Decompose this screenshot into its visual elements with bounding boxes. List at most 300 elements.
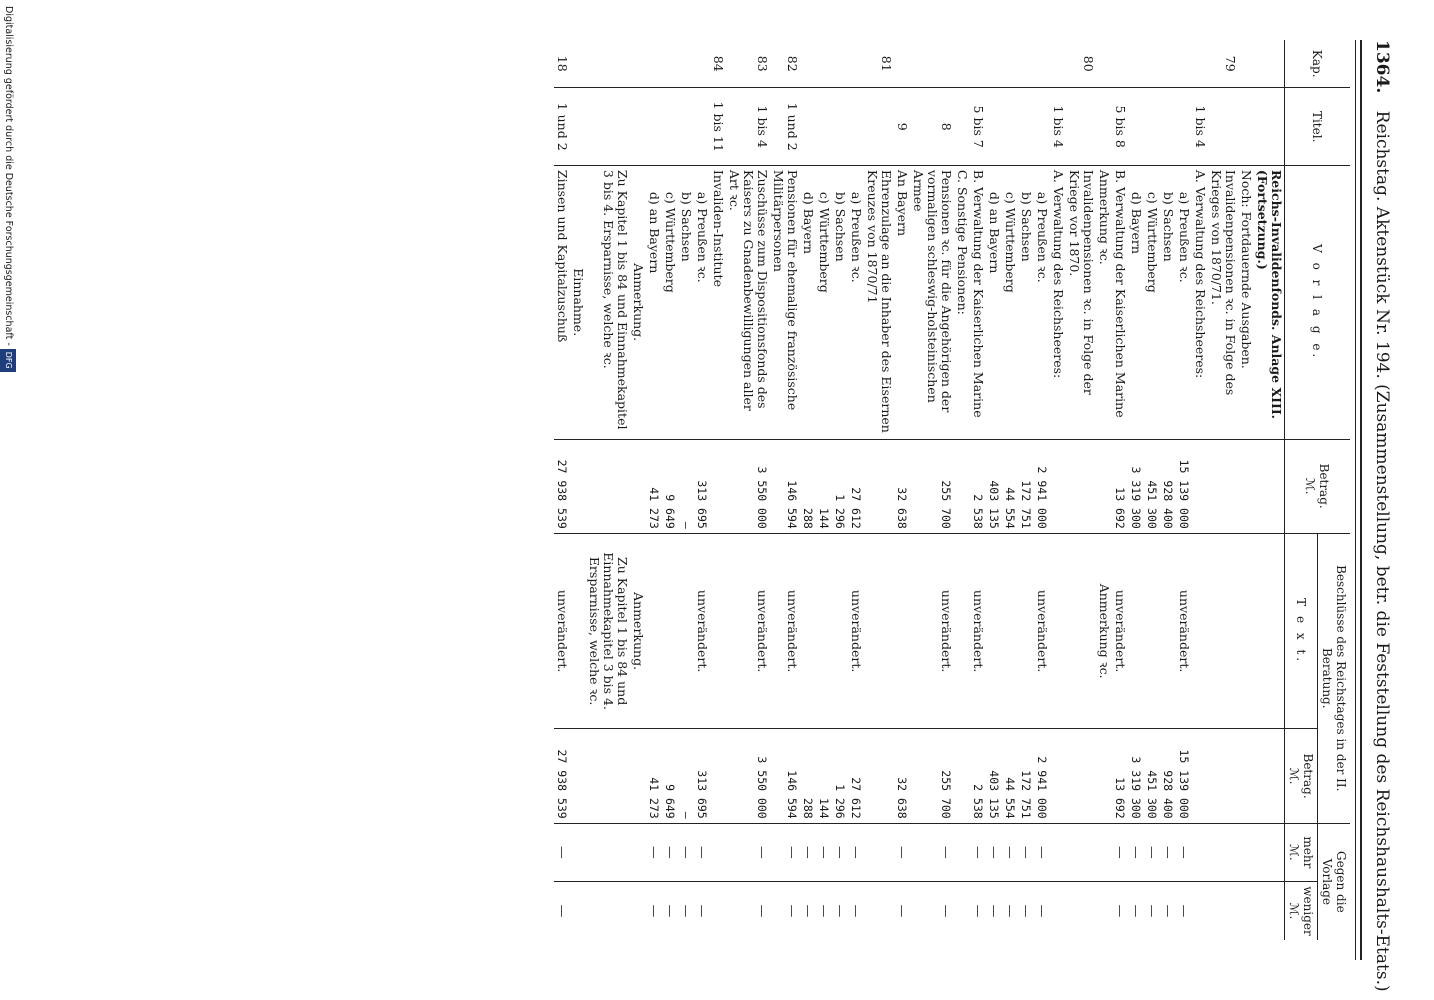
row-weniger <box>1050 881 1066 940</box>
row-kap <box>630 40 646 88</box>
row-betrag2 <box>1050 729 1066 823</box>
row-betrag: 2 538 <box>970 439 986 533</box>
row-betrag2 <box>954 729 970 823</box>
row-mehr <box>1208 823 1238 881</box>
row-titel <box>954 88 970 165</box>
table-row <box>1096 40 1112 940</box>
row-betrag: 172 751 <box>1018 439 1034 533</box>
row-titel <box>678 88 694 165</box>
mark-label: ℳ. <box>1303 477 1318 495</box>
row-mehr <box>864 823 894 881</box>
row-beschluss <box>894 533 910 729</box>
row-kap <box>1018 40 1034 88</box>
col-betrag2 <box>1285 729 1318 823</box>
row-betrag: 451 300 <box>1144 439 1160 533</box>
row-betrag: 44 554 <box>1002 439 1018 533</box>
row-kap <box>678 40 694 88</box>
row-beschluss <box>864 533 894 729</box>
col-text: T e x t. <box>1285 533 1318 729</box>
row-beschluss <box>1238 533 1254 729</box>
row-betrag <box>1192 439 1208 533</box>
row-kap <box>986 40 1002 88</box>
row-mehr: — <box>894 823 910 881</box>
row-betrag <box>630 439 646 533</box>
row-weniger: — <box>726 881 770 940</box>
row-mehr: — <box>662 823 678 881</box>
row-beschluss <box>678 533 694 729</box>
table-row <box>1018 40 1034 940</box>
row-beschluss <box>1160 533 1176 729</box>
table-row <box>678 40 694 940</box>
row-weniger <box>954 881 970 940</box>
row-weniger <box>630 881 646 940</box>
row-mehr <box>710 823 726 881</box>
budget-table <box>554 40 1350 940</box>
row-betrag: 1 296 <box>832 439 848 533</box>
row-betrag: 27 612 <box>848 439 864 533</box>
row-weniger: — <box>910 881 954 940</box>
row-mehr: — <box>816 823 832 881</box>
row-text: b) Sachsen <box>1018 165 1034 439</box>
table-header-row <box>1318 40 1351 940</box>
row-text: Anmerkung. <box>630 165 646 439</box>
row-weniger: — <box>832 881 848 940</box>
row-titel <box>986 88 1002 165</box>
row-mehr: — <box>1160 823 1176 881</box>
row-weniger: — <box>1018 881 1034 940</box>
table-row <box>646 40 662 940</box>
row-weniger <box>1208 881 1238 940</box>
col-titel: Titel. <box>1285 88 1351 165</box>
row-kap: 80 <box>1081 55 1096 72</box>
row-betrag: 146 594 <box>770 439 800 533</box>
table-row <box>832 40 848 940</box>
header-rule-thin <box>1355 40 1356 960</box>
row-titel <box>694 88 710 165</box>
row-mehr: — <box>678 823 694 881</box>
betrag2-label: Betrag. <box>1301 753 1315 799</box>
row-titel <box>1208 88 1238 165</box>
row-titel: 8 <box>910 88 954 165</box>
digitization-sidebar <box>0 0 16 1000</box>
row-mehr: — <box>848 823 864 881</box>
row-text: b) Sachsen <box>1160 165 1176 439</box>
row-betrag: 2 941 000 <box>1034 439 1050 533</box>
row-betrag2 <box>710 729 726 823</box>
row-kap <box>1254 40 1285 88</box>
row-titel: 1 bis 4 <box>1192 88 1208 165</box>
row-betrag2: 172 751 <box>1018 729 1034 823</box>
weniger-label: weniger <box>1301 886 1315 936</box>
row-betrag2: 27 938 539 <box>554 729 570 823</box>
row-kap: 81 <box>879 55 894 72</box>
row-kap <box>894 40 910 88</box>
row-titel: 1 und 2 <box>554 88 570 165</box>
row-betrag: 3 550 000 <box>726 439 770 533</box>
row-titel <box>1018 88 1034 165</box>
row-mehr: — <box>800 823 816 881</box>
row-titel <box>630 88 646 165</box>
row-betrag <box>570 439 586 533</box>
row-betrag2 <box>1208 729 1238 823</box>
row-betrag2 <box>570 729 586 823</box>
row-betrag: 3 319 300 <box>1128 439 1144 533</box>
row-text: a) Preußen ꝛc. <box>694 165 710 439</box>
row-beschluss: unverändert. <box>770 533 800 729</box>
row-titel: 1 bis 4 <box>1050 88 1066 165</box>
row-kap <box>954 40 970 88</box>
row-text: b) Sachsen <box>678 165 694 439</box>
row-titel <box>816 88 832 165</box>
row-beschluss <box>1192 533 1208 729</box>
row-text: d) an Bayern <box>986 165 1002 439</box>
table-row <box>1112 40 1128 940</box>
table-row <box>1066 40 1096 940</box>
row-betrag2 <box>1254 729 1285 823</box>
row-text: c) Württemberg <box>816 165 832 439</box>
row-weniger: — <box>848 881 864 940</box>
row-beschluss: unverändert. <box>554 533 570 729</box>
row-betrag: 313 695 <box>694 439 710 533</box>
rotated-page <box>52 40 1392 992</box>
row-beschluss <box>1050 533 1066 729</box>
row-kap: 84 <box>711 55 726 72</box>
row-kap <box>570 40 586 88</box>
row-beschluss: Zu Kapitel 1 bis 84 und Einnahmekapitel 3 bis 4. Ersparnisse, welche ꝛc. <box>586 533 630 729</box>
table-row <box>1144 40 1160 940</box>
row-betrag2: 451 300 <box>1144 729 1160 823</box>
table-row <box>848 40 864 940</box>
row-betrag: 13 692 <box>1112 439 1128 533</box>
row-weniger: — <box>970 881 986 940</box>
row-beschluss <box>1208 533 1238 729</box>
row-betrag2: — <box>678 729 694 823</box>
row-text: a) Preußen ꝛc. <box>848 165 864 439</box>
row-titel <box>1254 88 1285 165</box>
row-weniger: — <box>800 881 816 940</box>
col-weniger <box>1285 881 1318 940</box>
row-beschluss: unverändert. <box>970 533 986 729</box>
row-betrag2: 2 538 <box>970 729 986 823</box>
row-mehr <box>586 823 630 881</box>
row-betrag2 <box>1066 729 1096 823</box>
row-betrag2 <box>586 729 630 823</box>
row-betrag <box>954 439 970 533</box>
table-row <box>864 40 894 940</box>
row-mehr <box>1254 823 1285 881</box>
row-kap <box>848 40 864 88</box>
row-beschluss <box>954 533 970 729</box>
row-mehr <box>1238 823 1254 881</box>
row-betrag: 288 <box>800 439 816 533</box>
table-row <box>1128 40 1144 940</box>
mark3-label: ℳ. <box>1287 844 1301 861</box>
row-titel: 1 bis 11 <box>710 88 726 165</box>
row-titel <box>1066 88 1096 165</box>
row-titel <box>800 88 816 165</box>
row-mehr <box>954 823 970 881</box>
col-gegen: Gegen die Vorlage <box>1318 823 1351 940</box>
header-rule <box>1360 40 1362 960</box>
row-kap <box>1176 40 1192 88</box>
row-mehr: — <box>970 823 986 881</box>
table-row <box>1002 40 1018 940</box>
row-titel <box>1176 88 1192 165</box>
row-kap <box>1096 40 1112 88</box>
row-beschluss <box>816 533 832 729</box>
row-weniger: — <box>694 881 710 940</box>
row-text: Ehrenzulage an die Inhaber des Eisernen Kreuzes von 1870/71 <box>864 165 894 439</box>
sidebar-text: Digitalisierung gefördert durch die Deutsche Forschungsgemeinschaft - <box>3 6 14 346</box>
row-beschluss: unverändert. <box>910 533 954 729</box>
row-titel <box>646 88 662 165</box>
row-betrag2 <box>630 729 646 823</box>
row-betrag: — <box>678 439 694 533</box>
row-kap: 83 <box>755 55 770 72</box>
row-text: C. Sonstige Pensionen: <box>954 165 970 439</box>
row-text: Reichs-Invalidenfonds. Anlage XIII. (Fortsetzung.) <box>1254 165 1285 439</box>
row-betrag2 <box>864 729 894 823</box>
row-weniger: — <box>678 881 694 940</box>
row-weniger: — <box>1002 881 1018 940</box>
row-titel: 1 bis 4 <box>726 88 770 165</box>
row-weniger: — <box>1112 881 1128 940</box>
row-betrag2: 3 550 000 <box>726 729 770 823</box>
row-titel <box>1096 88 1112 165</box>
table-row <box>1254 40 1285 940</box>
row-betrag <box>1096 439 1112 533</box>
row-kap <box>1144 40 1160 88</box>
dfg-logo: DFG <box>0 349 16 372</box>
row-text: d) Bayern <box>800 165 816 439</box>
row-kap <box>800 40 816 88</box>
row-weniger <box>1066 881 1096 940</box>
row-betrag2: 44 554 <box>1002 729 1018 823</box>
row-text: Einnahme. <box>570 165 586 439</box>
row-mehr: — <box>770 823 800 881</box>
row-text: A. Verwaltung des Reichsheeres: <box>1192 165 1208 439</box>
mehr-label: mehr <box>1301 836 1315 869</box>
row-titel <box>1034 88 1050 165</box>
row-mehr: — <box>1034 823 1050 881</box>
row-kap <box>1112 40 1128 88</box>
row-text: c) Württemberg <box>1144 165 1160 439</box>
row-titel <box>662 88 678 165</box>
row-text: Invalidenpensionen ꝛc. in Folge der Kriege vor 1870. <box>1066 165 1096 439</box>
row-betrag2: 255 700 <box>910 729 954 823</box>
row-mehr: — <box>1128 823 1144 881</box>
row-weniger <box>586 881 630 940</box>
table-row <box>816 40 832 940</box>
row-beschluss <box>986 533 1002 729</box>
row-text: Noch: Fortdauernde Ausgaben. <box>1238 165 1254 439</box>
row-betrag <box>1254 439 1285 533</box>
row-betrag: 255 700 <box>910 439 954 533</box>
row-betrag2: 1 296 <box>832 729 848 823</box>
row-betrag: 928 400 <box>1160 439 1176 533</box>
row-mehr: — <box>1176 823 1192 881</box>
row-titel: 1 und 2 <box>770 88 800 165</box>
row-weniger <box>710 881 726 940</box>
table-row <box>554 40 570 940</box>
row-weniger: — <box>554 881 570 940</box>
table-row <box>1034 40 1050 940</box>
col-vorlage: V o r l a g e. <box>1285 165 1351 439</box>
row-weniger: — <box>1176 881 1192 940</box>
row-titel <box>586 88 630 165</box>
row-beschluss: unverändert. <box>726 533 770 729</box>
row-betrag: 15 139 000 <box>1176 439 1192 533</box>
row-betrag2: 32 638 <box>894 729 910 823</box>
row-kap <box>586 40 630 88</box>
row-kap <box>694 40 710 88</box>
row-titel <box>832 88 848 165</box>
row-weniger <box>1254 881 1285 940</box>
row-mehr <box>1066 823 1096 881</box>
table-row <box>710 40 726 940</box>
row-text: Pensionen ꝛc. für die Angehörigen der vormaligen schleswig-holsteinischen Armee <box>910 165 954 439</box>
row-kap <box>646 40 662 88</box>
row-weniger: — <box>1160 881 1176 940</box>
col-betrag <box>1285 439 1351 533</box>
row-kap <box>1192 40 1208 88</box>
row-titel <box>1128 88 1144 165</box>
table-body <box>554 40 1285 940</box>
row-mehr: — <box>694 823 710 881</box>
row-betrag: 9 649 <box>662 439 678 533</box>
row-beschluss <box>1066 533 1096 729</box>
table-row <box>910 40 954 940</box>
table-row <box>694 40 710 940</box>
row-weniger: — <box>986 881 1002 940</box>
row-mehr: — <box>1112 823 1128 881</box>
row-text: Zinsen und Kapitalzuschuß <box>554 165 570 439</box>
row-betrag2: 15 139 000 <box>1176 729 1192 823</box>
row-beschluss: unverändert. <box>694 533 710 729</box>
row-betrag: 403 135 <box>986 439 1002 533</box>
row-betrag2: 2 941 000 <box>1034 729 1050 823</box>
row-beschluss: Anmerkung. <box>630 533 646 729</box>
table-row <box>662 40 678 940</box>
row-titel <box>1144 88 1160 165</box>
row-weniger <box>1192 881 1208 940</box>
row-betrag <box>864 439 894 533</box>
betrag-label: Betrag. <box>1317 463 1332 509</box>
row-kap <box>832 40 848 88</box>
row-betrag2: 288 <box>800 729 816 823</box>
table-row <box>1176 40 1192 940</box>
row-text: c) Württemberg <box>1002 165 1018 439</box>
row-betrag2: 13 692 <box>1112 729 1128 823</box>
row-beschluss <box>1002 533 1018 729</box>
row-mehr <box>570 823 586 881</box>
row-betrag2: 403 135 <box>986 729 1002 823</box>
row-mehr: — <box>1018 823 1034 881</box>
mark4-label: ℳ. <box>1287 902 1301 920</box>
row-mehr <box>1096 823 1112 881</box>
row-kap <box>970 40 986 88</box>
mark2-label: ℳ. <box>1287 767 1301 785</box>
page-number: 1364. <box>1372 40 1392 94</box>
row-beschluss <box>1254 533 1285 729</box>
row-beschluss <box>1128 533 1144 729</box>
row-mehr: — <box>646 823 662 881</box>
table-row <box>630 40 646 940</box>
table-row <box>770 40 800 940</box>
row-mehr: — <box>832 823 848 881</box>
row-betrag <box>1208 439 1238 533</box>
row-kap <box>1128 40 1144 88</box>
col-beschluesse: Beschlüsse des Reichstages in der II. Beratung. <box>1318 533 1351 823</box>
row-betrag: 32 638 <box>894 439 910 533</box>
row-text: b) Sachsen <box>832 165 848 439</box>
row-mehr: — <box>1002 823 1018 881</box>
row-titel <box>848 88 864 165</box>
row-kap <box>1160 40 1176 88</box>
row-mehr <box>1050 823 1066 881</box>
row-titel <box>1238 88 1254 165</box>
table-row <box>970 40 986 940</box>
row-weniger: — <box>1128 881 1144 940</box>
row-text: Zuschüsse zum Dispositionsfonds des Kaisers zu Gnadenbewilligungen aller Art ꝛc. <box>726 165 770 439</box>
row-mehr: — <box>986 823 1002 881</box>
row-beschluss <box>1144 533 1160 729</box>
row-beschluss <box>1018 533 1034 729</box>
row-mehr: — <box>554 823 570 881</box>
row-titel: 5 bis 8 <box>1112 88 1128 165</box>
row-kap: 18 <box>555 55 570 72</box>
row-betrag2: 928 400 <box>1160 729 1176 823</box>
row-titel: 5 bis 7 <box>970 88 986 165</box>
row-weniger <box>1238 881 1254 940</box>
page-header <box>1352 40 1392 992</box>
row-beschluss: unverändert. <box>1112 533 1128 729</box>
row-text: a) Preußen ꝛc. <box>1176 165 1192 439</box>
row-betrag2 <box>1096 729 1112 823</box>
row-weniger: — <box>894 881 910 940</box>
row-betrag2: 9 649 <box>662 729 678 823</box>
table-row <box>894 40 910 940</box>
row-weniger: — <box>770 881 800 940</box>
row-kap <box>1238 40 1254 88</box>
row-beschluss <box>662 533 678 729</box>
row-beschluss: Anmerkung ꝛc. <box>1096 533 1112 729</box>
row-text: d) an Bayern <box>646 165 662 439</box>
row-betrag2: 27 612 <box>848 729 864 823</box>
row-titel <box>864 88 894 165</box>
table-row <box>1238 40 1254 940</box>
row-mehr: — <box>726 823 770 881</box>
row-text: An Bayern <box>894 165 910 439</box>
row-text: c) Württemberg <box>662 165 678 439</box>
row-betrag2: 144 <box>816 729 832 823</box>
row-mehr <box>630 823 646 881</box>
row-mehr <box>1192 823 1208 881</box>
row-beschluss <box>646 533 662 729</box>
row-betrag <box>1066 439 1096 533</box>
row-weniger <box>570 881 586 940</box>
row-betrag: 144 <box>816 439 832 533</box>
row-text: B. Verwaltung der Kaiserlichen Marine <box>1112 165 1128 439</box>
row-betrag2: 41 273 <box>646 729 662 823</box>
row-betrag <box>1238 439 1254 533</box>
row-weniger: — <box>662 881 678 940</box>
row-beschluss: unverändert. <box>1034 533 1050 729</box>
row-betrag: 27 938 539 <box>554 439 570 533</box>
table-row <box>954 40 970 940</box>
page-title: Reichstag. Aktenstück Nr. 194. (Zusammenstellung, betr. die Feststellung des Reichshaushalts-Etats.) <box>1372 110 1392 992</box>
row-titel <box>1160 88 1176 165</box>
